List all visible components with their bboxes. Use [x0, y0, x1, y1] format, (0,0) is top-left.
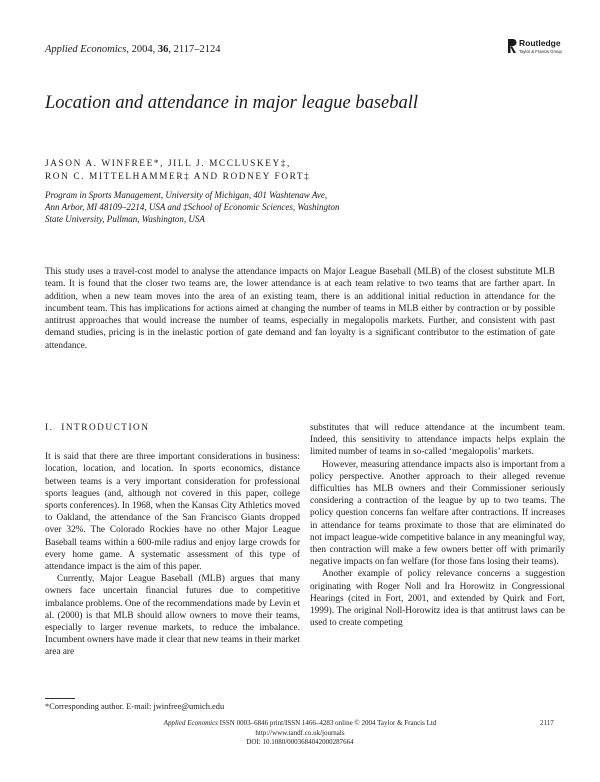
- footer-doi: DOI: 10.1080/0003684042000287664: [246, 738, 354, 746]
- body-paragraph: Another example of policy relevance concerns a suggestion originating with Roger Noll and Ira Horowitz in Congressional Hearings (cited in Fort, 2001, and extended by Quirk and Fort, 1999). The original Noll-Horowitz idea is that antitrust laws can be used to create competing: [310, 569, 565, 629]
- page-number: 2117: [540, 719, 554, 727]
- section-heading: [45, 422, 300, 434]
- author-list: [45, 158, 485, 184]
- body-paragraph: Currently, Major League Baseball (MLB) argues that many owners face uncertain financial futures due to competitive imbalance problems. One of the recommendations made by Levin et al. (2000) is that MLB should allow owners to move their teams, especially to larger revenue markets, to reduce the imbalance. Incumbent owners have made it clear that new teams in their market area are: [45, 574, 300, 658]
- abstract: [45, 266, 555, 352]
- journal-citation: [45, 44, 220, 55]
- left-column: [45, 422, 300, 659]
- author-line: RON C. MITTELHAMMER‡ AND RODNEY FORT‡: [45, 172, 311, 182]
- routledge-r-icon: [507, 38, 517, 54]
- affiliations: [45, 189, 505, 225]
- journal-name: Applied Economics: [45, 44, 127, 55]
- body-paragraph: However, measuring attendance impacts also is important from a policy perspective. Another approach to their alleged revenue difficulties has MLB owners and their Commissioner seriously considering a contraction of the league by up to two teams. The policy question concerns fan welfare after contractions. If increases in attendance for teams proximate to those that are eliminated do not impact league-wide competitive balance in any meaningful way, then contraction will make a few owners better off with primarily negative impacts on fan welfare (for those fans losing their teams).: [310, 459, 565, 568]
- body-paragraph: substitutes that will reduce attendance at the incumbent team. Indeed, this sensitivity to attendance impacts helps explain the limited number of teams in so-called ‘megalopolis’ markets.: [310, 423, 565, 458]
- footer-issn-text: ISSN 0003–6846 print/ISSN 1466–4283 online © 2004 Taylor & Francis Ltd: [217, 719, 437, 727]
- author-line: JASON A. WINFREE*, JILL J. MCCLUSKEY‡,: [45, 159, 291, 169]
- article-title: Location and attendance in major league baseball: [45, 93, 419, 113]
- journal-pages: , 2117–2124: [168, 44, 221, 55]
- affiliation-line: Ann Arbor, MI 48109–2214, USA and ‡School of Economic Sciences, Washington: [45, 202, 340, 212]
- footer-journal: Applied Economics: [163, 719, 218, 727]
- publisher-logo: [507, 38, 587, 60]
- journal-year: , 2004,: [126, 44, 158, 55]
- journal-volume: 36: [157, 44, 169, 55]
- footer-url: http://www.tandf.co.uk/journals: [255, 728, 345, 737]
- affiliation-line: Program in Sports Management, University of Michigan, 401 Washtenaw Ave,: [45, 190, 328, 200]
- section-number: I.: [45, 423, 54, 433]
- footer-issn: [120, 719, 480, 729]
- footnote: *Corresponding author. E-mail: jwinfree@umich.edu: [45, 702, 225, 711]
- section-title: INTRODUCTION: [61, 423, 150, 433]
- publisher-name: Routledge: [519, 38, 561, 48]
- abstract-paragraph: This study uses a travel-cost model to analyse the attendance impacts on Major League Baseball (MLB) of the closest substitute MLB team. It is found that the closer two teams are, the lower attendance is at each team relative to two teams that are farther apart. In addition, when a new team moves into the area of an existing team, there is an additional initial reduction in attendance for the incumbent team. This has implications for actions aimed at changing the number of teams in MLB either by contraction or by possible antitrust approaches that would increase the number of teams, especially in megalopolis markets. Further, and consistent with past demand studies, pricing is in the inelastic portion of gate demand and fan loyalty is a significant contributor to the estimation of gate attendance.: [45, 267, 555, 351]
- body-paragraph: It is said that there are three important considerations in business: location, location, and location. In sports economics, distance between teams is a very important consideration for professional sports leagues (and, although not covered in this paper, college sports conferences). In 1968, when the Kansas City Athletics moved to Oakland, the attendance of the San Francisco Giants dropped over 32%. The Colorado Rockies have no other Major League Baseball teams within a 600-mile radius and enjoy large crowds for every home game. A systematic assessment of this type of attendance impact is the aim of this paper.: [45, 452, 300, 573]
- page-footer: [120, 719, 480, 748]
- publisher-subtitle: Taylor & Francis Group: [519, 49, 562, 54]
- affiliation-line: State University, Pullman, Washington, USA: [45, 214, 205, 224]
- footnote-divider: [45, 698, 75, 699]
- right-column: [310, 422, 565, 629]
